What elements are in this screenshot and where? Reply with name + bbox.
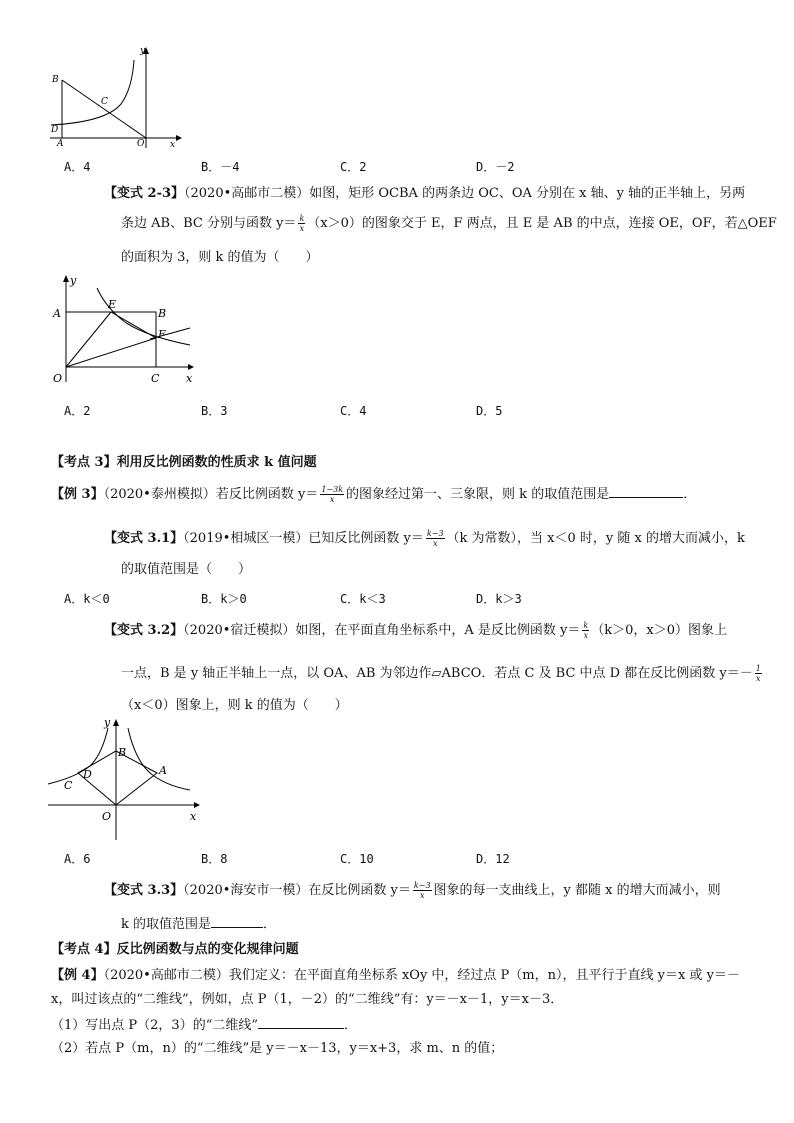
q23-tag: 【变式 2-3】	[104, 186, 185, 201]
fig1-option-a: A．4	[64, 160, 91, 174]
q23-fig-label-o: O	[53, 372, 63, 385]
fig1-label-a: A	[57, 139, 64, 149]
q31-tag: 【变式 3.1】	[104, 531, 184, 546]
q31-option-b: B．k＞0	[201, 592, 247, 606]
q23-fig-label-x: x	[186, 372, 193, 385]
q23-fraction: $\frac{k}{x}$	[299, 214, 305, 233]
ex3-tag: 【例 3】	[51, 487, 104, 502]
q23-option-b: B．3	[201, 404, 228, 418]
q23-line1: 【变式 2-3】（2020•高邮市二模）如图，矩形 OCBA 的两条边 OC、OA 分别在 x 轴、y 轴的正半轴上，另两	[104, 186, 746, 201]
q23-fig-label-e: E	[108, 298, 117, 311]
q23-option-c: C．4	[340, 404, 367, 418]
ex3-fraction: $\frac{1-3k}{x}$	[321, 485, 344, 504]
ex4-part1-blank[interactable]	[258, 1015, 344, 1029]
q32-fig-label-o: O	[102, 810, 112, 823]
q31-option-a: A．k＜0	[64, 592, 110, 606]
figure-1-graph	[46, 44, 186, 150]
q23-fig-label-a: A	[53, 307, 61, 320]
q23-option-d: D．5	[476, 404, 503, 418]
q32-figure	[44, 714, 204, 842]
q33-fraction: $\frac{k-3}{x}$	[413, 881, 431, 900]
q23-fig-label-c: C	[151, 372, 160, 385]
q23-fig-label-b: B	[158, 307, 167, 320]
q23-line3: 的面积为 3，则 k 的值为（ ）	[121, 250, 319, 265]
q32-fig-label-x: x	[190, 810, 197, 823]
fig1-label-o: O	[137, 139, 145, 149]
ex4-part1: （1）写出点 P（2，3）的“二维线” ．	[51, 1015, 357, 1036]
fig1-label-d: D	[51, 125, 59, 135]
fig1-option-d: D．－2	[476, 160, 515, 174]
q32-line2: 一点，B 是 y 轴正半轴上一点，以 OA、AB 为邻边作▱ABCO．若点 C 及 BC 中点 D 都在反比例函数 y＝－ $\frac{1}{x}$	[121, 664, 761, 683]
fig1-label-x: x	[170, 140, 176, 150]
q32-option-b: B．8	[201, 852, 228, 866]
q31-option-d: D．k＞3	[476, 592, 522, 606]
q23-figure	[50, 272, 200, 390]
fig1-option-b: B．－4	[201, 160, 240, 174]
fig1-label-b: B	[52, 75, 59, 85]
ex3-answer-blank[interactable]	[609, 484, 683, 498]
fig1-label-y: y	[140, 46, 146, 56]
fig1-label-c: C	[101, 97, 108, 107]
ex4-line1: 【例 4】（2020•高邮市二模）我们定义：在平面直角坐标系 xOy 中，经过点 P（m，n），且平行于直线 y＝x 或 y＝－	[51, 968, 740, 983]
q32-fig-label-d: D	[83, 768, 92, 781]
q23-option-a: A．2	[64, 404, 91, 418]
q32-fig-label-a: A	[159, 764, 167, 777]
q31-line2: 的取值范围是（ ）	[121, 562, 252, 577]
q23-fig-label-f: F	[158, 328, 166, 341]
q32-option-d: D．12	[476, 852, 510, 866]
q33-line1: 【变式 3.3】（2020•海安市一模）在反比例函数 y＝ $\frac{k-3}{x}$ 图象的每一支曲线上，y 都随 x 的增大而减小，则	[104, 881, 721, 900]
q33-line2: k 的取值范围是 ．	[121, 914, 276, 935]
q23-fig-label-y: y	[70, 274, 77, 287]
ex4-tag: 【例 4】	[51, 968, 104, 983]
q32-fraction-1: $\frac{k}{x}$	[583, 621, 589, 640]
ex4-part2: （2）若点 P（m，n）的“二维线”是 y＝－x－13，y＝x+3，求 m、n 的值；	[51, 1041, 504, 1056]
q33-tag: 【变式 3.3】	[104, 883, 184, 898]
q31-fraction: $\frac{k-3}{x}$	[426, 529, 444, 548]
kp3-title: 【考点 3】利用反比例函数的性质求 k 值问题	[51, 455, 317, 470]
fig1-option-c: C．2	[340, 160, 367, 174]
ex4-line2: x，叫过该点的“二维线”，例如，点 P（1，－2）的“二维线”有：y＝－x－1，y＝x－3．	[51, 992, 564, 1007]
q32-fig-label-y: y	[104, 716, 111, 729]
q32-option-a: A．6	[64, 852, 91, 866]
q32-fig-label-c: C	[64, 779, 73, 792]
q32-option-c: C．10	[340, 852, 374, 866]
q33-answer-blank[interactable]	[211, 914, 263, 928]
q32-fig-label-b: B	[118, 746, 127, 759]
q32-tag: 【变式 3.2】	[104, 623, 184, 638]
q23-line2: 条边 AB、BC 分别与函数 y＝ $\frac{k}{x}$ （x＞0）的图象交于 E，F 两点，且 E 是 AB 的中点，连接 OE，OF，若△OEF	[121, 214, 777, 233]
q32-line3: （x＜0）图象上，则 k 的值为（ ）	[121, 698, 348, 713]
q31-option-c: C．k＜3	[340, 592, 386, 606]
ex3-line: 【例 3】（2020•泰州模拟）若反比例函数 y＝ $\frac{1-3k}{x}$ 的图象经过第一、三象限，则 k 的取值范围是 ．	[51, 485, 697, 504]
q31-line1: 【变式 3.1】（2019•相城区一模）已知反比例函数 y＝ $\frac{k-3}{x}$ （k 为常数），当 x＜0 时，y 随 x 的增大而减小，k	[104, 529, 745, 548]
kp4-title: 【考点 4】反比例函数与点的变化规律问题	[51, 942, 299, 957]
q32-fraction-2: $\frac{1}{x}$	[755, 664, 761, 683]
q32-line1: 【变式 3.2】（2020•宿迁模拟）如图，在平面直角坐标系中，A 是反比例函数 y＝ $\frac{k}{x}$ （k＞0，x＞0）图象上	[104, 621, 728, 640]
